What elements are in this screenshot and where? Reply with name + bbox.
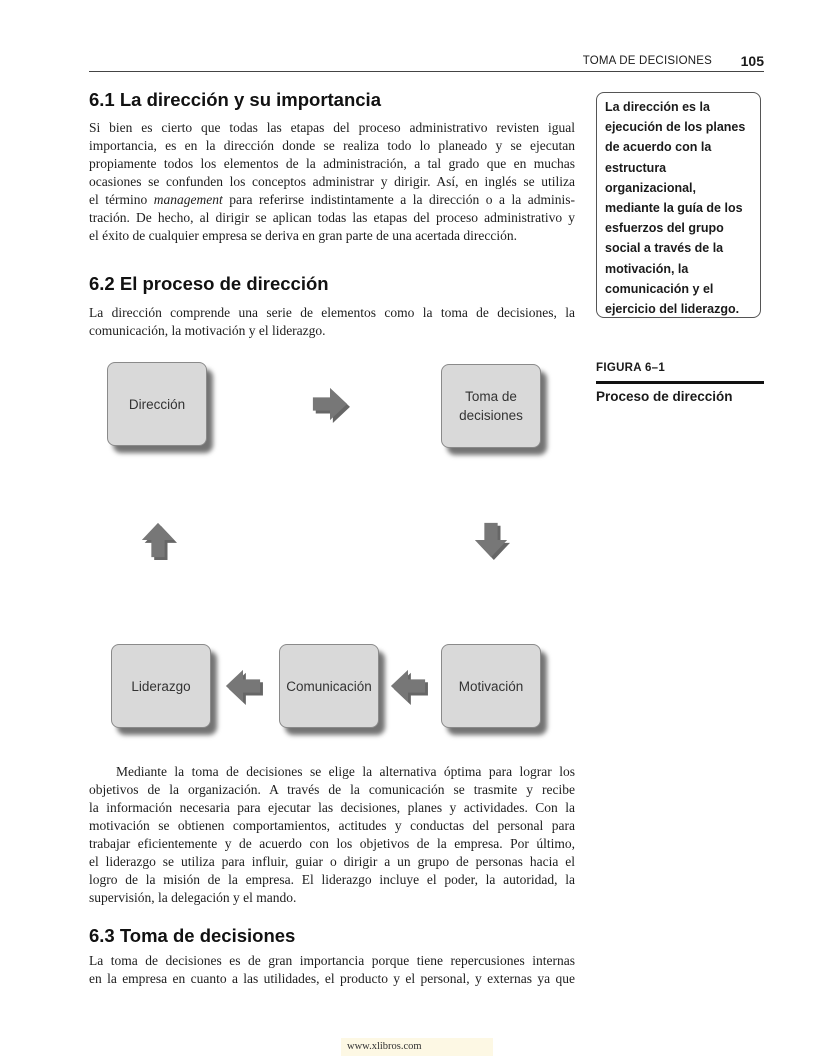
text-line: objetivos de la organización. A través de la comunicación se trasmite y recibe [89, 782, 575, 797]
text-line: el éxito de cualquier empresa se deriva en gran parte de una acertada dirección. [89, 228, 518, 243]
arrow-up-icon [139, 521, 177, 559]
running-header [89, 53, 764, 72]
sidebar-line: de acuerdo con la [605, 140, 712, 155]
section-6-3-body [89, 952, 575, 988]
text-run: el término [89, 192, 154, 207]
node-direccion [107, 362, 207, 446]
text-line: propiamente todos los elementos de la administración, a tal grado que en muchas [89, 156, 575, 171]
running-title: TOMA DE DECISIONES [582, 55, 712, 67]
node-label-line: Toma de [465, 389, 517, 404]
text-line: la información necesaria para ejecutar las decisiones, planes y actividades. Con la [89, 800, 575, 815]
text-line: tración. De hecho, al dirigir se aplican todas las etapas del proceso administrativo y [89, 210, 575, 225]
node-label: Motivación [458, 678, 524, 694]
sidebar-line: La dirección es la [605, 100, 710, 114]
process-diagram [95, 355, 565, 755]
node-label-line: decisiones [459, 408, 523, 423]
text-line: supervisión, la delegación y el mando. [89, 890, 297, 905]
arrow-left-icon [389, 667, 427, 705]
italic-term: management [153, 192, 223, 207]
section-6-2-body [89, 304, 575, 340]
text-line: logro de la misión de la empresa. El liderazgo incluye el poder, la autoridad, la [89, 872, 575, 887]
node-liderazgo [111, 644, 211, 728]
text-line: en la empresa en cuanto a las utilidades, el producto y el personal, y externas ya que [89, 971, 575, 986]
sidebar-line: motivación, la [605, 261, 689, 276]
node-comunicacion [279, 644, 379, 728]
arrow-left-icon [224, 667, 262, 705]
figure-caption: Proceso de dirección [596, 389, 733, 404]
sidebar-line: estructura [605, 160, 667, 175]
section-title-6-2: 6.2 El proceso de dirección [89, 273, 329, 294]
sidebar-line: esfuerzos del grupo [605, 221, 724, 236]
process-explanation [89, 763, 575, 907]
text-line: Si bien es cierto que todas las etapas del proceso administrativo revisten igual [89, 120, 575, 135]
arrow-down-icon [472, 521, 510, 559]
sidebar-line: ejecución de los planes [605, 120, 746, 135]
arrow-right-icon [311, 385, 349, 423]
text-line: importancia, es en la dirección donde se realiza todo lo planeado y se ejecutan [89, 138, 575, 153]
text-line: La dirección comprende una serie de elementos como la toma de decisiones, la [89, 305, 575, 320]
node-label: Comunicación [286, 678, 372, 694]
footer-url: www.xlibros.com [341, 1038, 493, 1056]
text-line: ocasiones se confunden los conceptos administrar y dirigir. Así, en inglés se utiliza [89, 174, 575, 189]
sidebar-line: organizacional, [605, 180, 696, 195]
page-number: 105 [740, 53, 764, 69]
sidebar-line: comunicación y el [605, 281, 714, 296]
text-line: comunicación, la motivación y el liderazgo. [89, 323, 326, 338]
section-title-6-3: 6.3 Toma de decisiones [89, 925, 296, 946]
text-line: trabajar eficientemente y de acuerdo con los objetivos de la empresa. Por último, [89, 836, 575, 851]
text-run: para referirse indistintamente a la dirección o a la adminis- [222, 192, 575, 207]
text-line: Mediante la toma de decisiones se elige la alternativa óptima para lograr los [116, 764, 575, 779]
node-label [459, 387, 523, 425]
node-toma-de-decisiones [441, 364, 541, 448]
sidebar-line: ejercicio del liderazgo. [605, 302, 740, 317]
sidebar-line: social a través de la [605, 241, 724, 256]
definition-sidebar [596, 92, 761, 318]
section-title-6-1: 6.1 La dirección y su importancia [89, 89, 381, 110]
node-label: Dirección [128, 396, 186, 412]
section-6-1-body [89, 119, 575, 245]
node-motivacion [441, 644, 541, 728]
text-line: el liderazgo se utiliza para influir, guiar o dirigir a un grupo de personas hacia el [89, 854, 575, 869]
sidebar-line: mediante la guía de los [605, 201, 743, 216]
text-line: La toma de decisiones es de gran importancia porque tiene repercusiones internas [89, 953, 575, 968]
figure-label: FIGURA 6–1 [596, 362, 764, 384]
node-label: Liderazgo [131, 678, 191, 694]
text-line: motivación se obtienen comportamientos, actitudes y conductas del personal para [89, 818, 575, 833]
text-line [89, 191, 575, 209]
